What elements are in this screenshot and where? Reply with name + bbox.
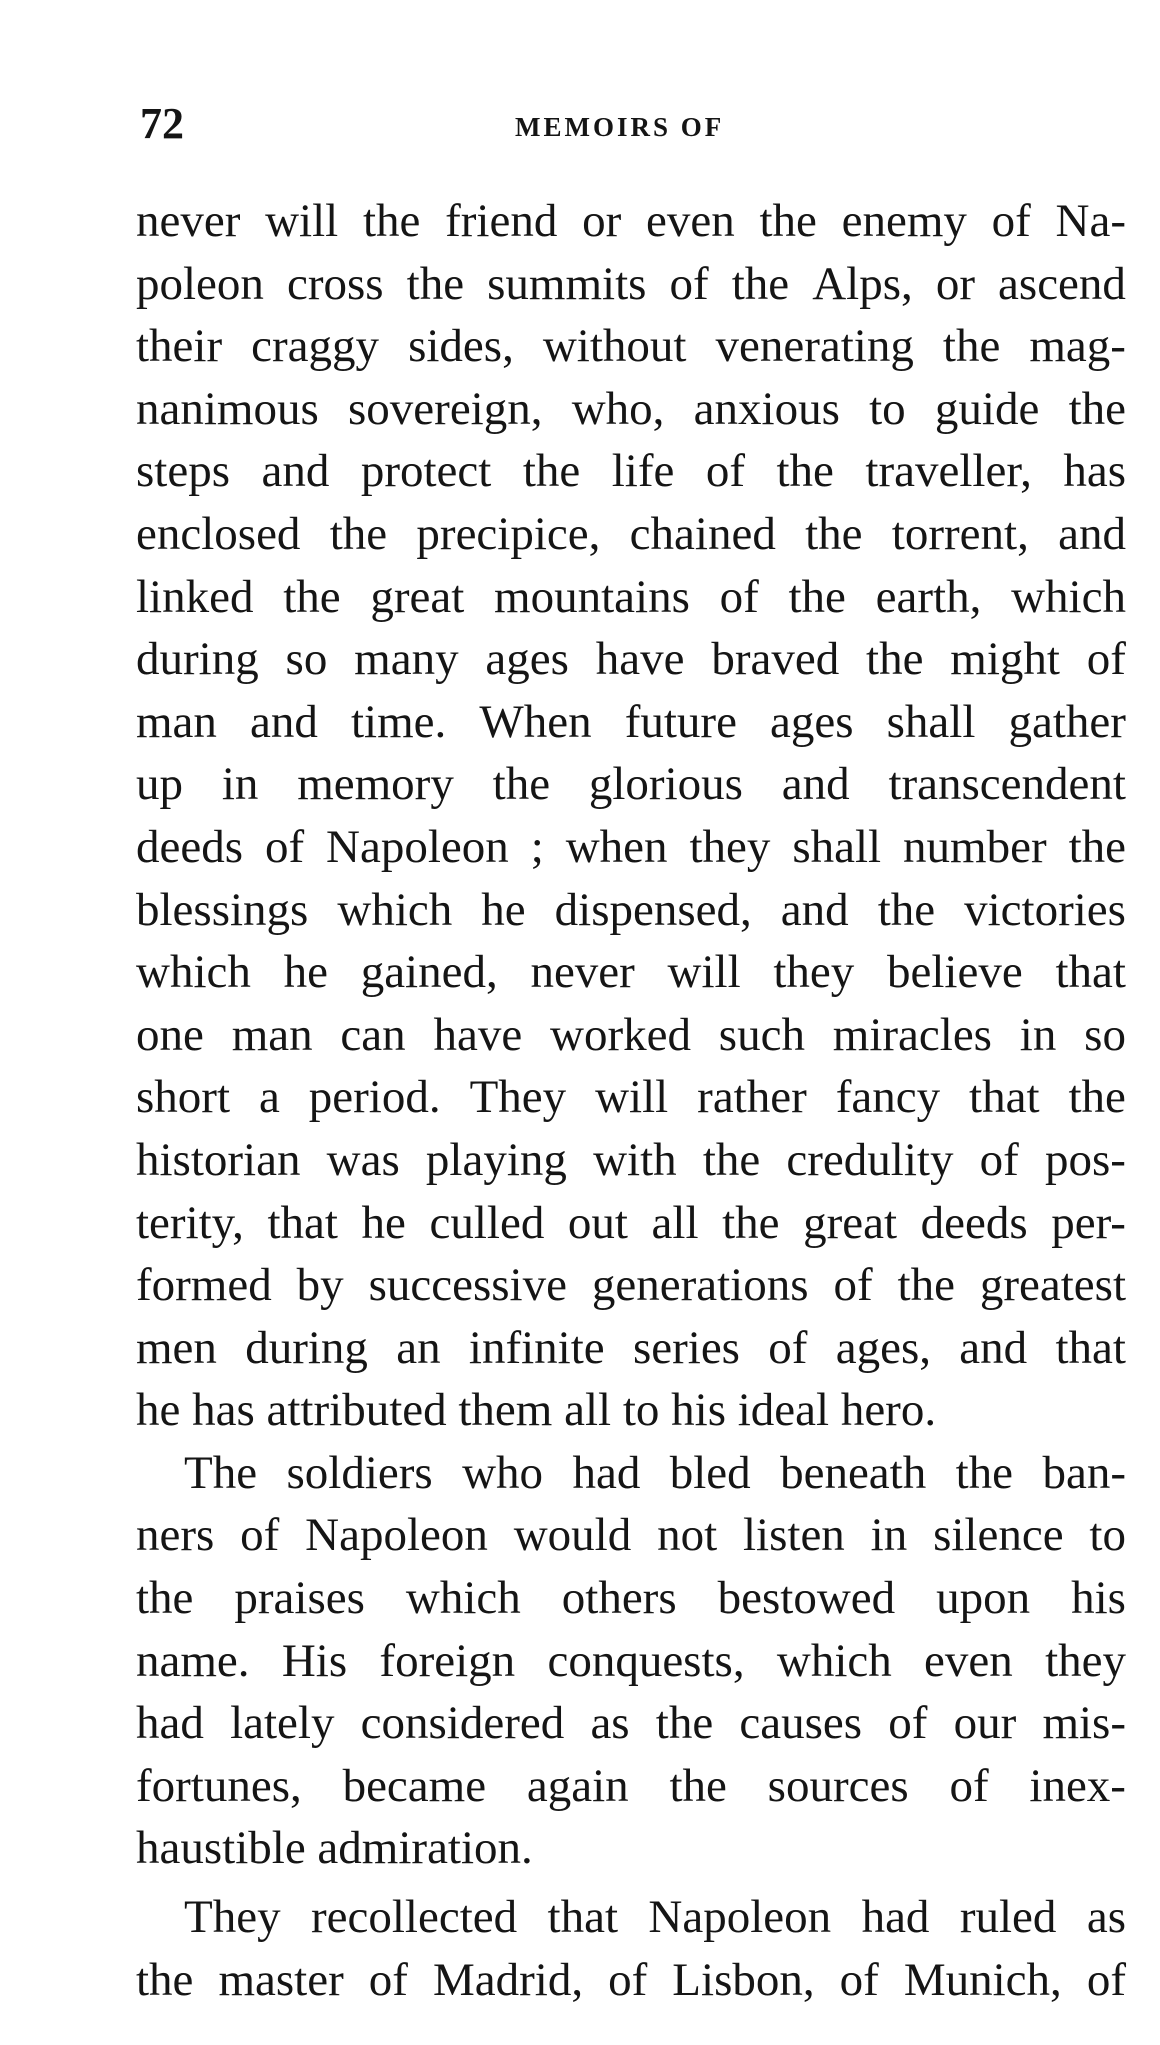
word: ages, xyxy=(835,1321,931,1374)
word: will xyxy=(667,946,741,999)
word: of xyxy=(669,257,709,310)
word: his xyxy=(1071,1572,1126,1625)
text-line xyxy=(136,1129,1126,1192)
word: had xyxy=(572,1446,641,1499)
text-line xyxy=(136,190,1126,253)
word: period. xyxy=(308,1071,441,1124)
running-head xyxy=(140,98,1100,158)
word: of xyxy=(1086,1953,1126,2006)
word: fortunes, xyxy=(136,1759,302,1812)
word: the xyxy=(362,195,421,247)
word: greatest xyxy=(979,1259,1126,1312)
text-line xyxy=(136,1567,1126,1630)
word: have xyxy=(595,633,685,686)
text-line xyxy=(136,315,1126,378)
word: of xyxy=(979,1133,1019,1186)
word: ; xyxy=(530,820,544,873)
word: during xyxy=(245,1321,368,1374)
word: The xyxy=(184,1446,258,1499)
word: others xyxy=(561,1572,677,1625)
word: the xyxy=(942,320,1001,373)
word: poleon xyxy=(136,257,264,310)
word: might xyxy=(950,633,1060,686)
word: as xyxy=(1086,1891,1126,1944)
word: who xyxy=(462,1446,544,1499)
word: the xyxy=(788,570,846,623)
word: all xyxy=(651,1196,699,1249)
word: the xyxy=(492,758,551,811)
text-line xyxy=(136,1504,1126,1567)
word: an xyxy=(396,1321,441,1374)
word: shall xyxy=(886,695,976,748)
word: name. xyxy=(136,1634,250,1687)
word: praises xyxy=(234,1572,365,1625)
text-line xyxy=(136,941,1126,1004)
word: successive xyxy=(368,1259,567,1312)
text-line xyxy=(136,691,1126,754)
word: cross xyxy=(286,257,384,310)
word: to xyxy=(869,382,906,435)
word: sources xyxy=(767,1759,909,1812)
word: the xyxy=(955,1446,1014,1499)
word: the xyxy=(759,195,817,247)
word: chained xyxy=(629,507,776,560)
text-line xyxy=(136,440,1126,503)
word: even xyxy=(645,195,735,247)
word: Alps, xyxy=(812,257,913,310)
word: he xyxy=(481,883,526,936)
word: their xyxy=(136,320,223,373)
page-number: 72 xyxy=(140,99,184,148)
word: the xyxy=(866,633,924,686)
word: have xyxy=(433,1008,523,1061)
word: gather xyxy=(1008,695,1126,748)
word: enemy xyxy=(841,195,967,247)
word: ages xyxy=(770,695,854,748)
word: bled xyxy=(669,1446,751,1499)
word: in xyxy=(870,1509,908,1562)
word: of xyxy=(949,1759,989,1812)
word: he xyxy=(283,946,328,999)
word: traveller, xyxy=(865,445,1032,498)
text-line xyxy=(136,566,1126,629)
word: of xyxy=(240,1509,280,1562)
word: considered xyxy=(360,1697,565,1750)
word: such xyxy=(718,1008,805,1061)
word: of xyxy=(1086,633,1126,686)
word: of xyxy=(705,445,746,498)
text-line xyxy=(136,1630,1126,1693)
word: and xyxy=(781,758,850,811)
word: recollected xyxy=(310,1891,518,1944)
word: deeds xyxy=(136,820,244,873)
word: steps xyxy=(136,445,230,498)
word: so xyxy=(1084,1008,1126,1061)
word: again xyxy=(526,1759,629,1812)
word: of xyxy=(833,1259,873,1312)
word: master xyxy=(218,1953,344,2006)
word: the xyxy=(702,1133,761,1186)
word: that xyxy=(547,1891,619,1944)
word: ages xyxy=(485,633,569,686)
word: time. xyxy=(350,695,447,748)
word: nanimous xyxy=(136,382,319,435)
text-line xyxy=(136,1317,1126,1380)
word: friend xyxy=(445,195,558,247)
body-text xyxy=(136,190,1126,2011)
word: fancy xyxy=(835,1071,941,1124)
text-line xyxy=(136,1442,1126,1505)
word: had xyxy=(136,1697,204,1750)
word: mis- xyxy=(1042,1697,1126,1750)
word: in xyxy=(221,758,259,811)
word: deeds xyxy=(920,1196,1028,1249)
word: mag- xyxy=(1029,320,1126,373)
word: His xyxy=(281,1634,348,1687)
word: generations xyxy=(591,1259,809,1312)
word: number xyxy=(903,820,1047,873)
word: summits xyxy=(487,257,647,310)
word: victories xyxy=(964,883,1126,936)
word: not xyxy=(657,1509,718,1562)
word: during xyxy=(136,633,259,686)
text-line: haustible admiration. xyxy=(136,1822,533,1875)
word: the xyxy=(877,883,936,936)
word: they xyxy=(689,820,771,873)
word: of xyxy=(839,1953,879,2006)
word: soldiers xyxy=(286,1446,433,1499)
word: ners xyxy=(136,1509,215,1562)
text-line xyxy=(136,1004,1126,1067)
text-line xyxy=(136,628,1126,691)
running-title: MEMOIRS OF xyxy=(515,112,725,142)
word: became xyxy=(342,1759,487,1812)
word: miracles xyxy=(832,1008,992,1061)
word: sovereign, xyxy=(348,382,543,435)
word: even xyxy=(924,1634,1013,1687)
word: of xyxy=(368,1953,408,2006)
word: future xyxy=(624,695,737,748)
word: of xyxy=(608,1953,648,2006)
word: never xyxy=(530,946,635,999)
word: never xyxy=(136,195,241,247)
word: out xyxy=(567,1196,628,1249)
word: credulity xyxy=(786,1133,954,1186)
word: gained, xyxy=(360,946,498,999)
word: venerating xyxy=(715,320,914,373)
word: the xyxy=(283,570,341,623)
word: glorious xyxy=(588,758,743,811)
word: the xyxy=(136,1572,194,1625)
word: great xyxy=(803,1196,898,1249)
word: and xyxy=(959,1321,1028,1374)
word: historian xyxy=(136,1133,301,1186)
text-line xyxy=(136,1692,1126,1755)
word: had xyxy=(861,1891,930,1944)
word: and xyxy=(261,445,330,498)
text-line xyxy=(136,1949,1126,2012)
text-line xyxy=(136,816,1126,879)
word: silence xyxy=(933,1509,1064,1562)
word: culled xyxy=(429,1196,545,1249)
word: short xyxy=(136,1071,230,1124)
word: of xyxy=(991,195,1031,247)
text-line: he has attributed them all to his ideal hero. xyxy=(136,1384,937,1437)
word: protect xyxy=(360,445,492,498)
word: rather xyxy=(697,1071,807,1124)
word: by xyxy=(296,1259,344,1312)
word: foreign xyxy=(379,1634,516,1687)
word: the xyxy=(136,1953,194,2006)
word: can xyxy=(340,1008,406,1061)
word: Na- xyxy=(1055,195,1126,247)
word: in xyxy=(1019,1008,1057,1061)
word: will xyxy=(265,195,339,247)
word: the xyxy=(329,507,388,560)
text-line xyxy=(136,1886,1126,1949)
word: they xyxy=(773,946,855,999)
word: which xyxy=(776,1634,892,1687)
word: the xyxy=(731,257,790,310)
word: of xyxy=(888,1697,928,1750)
word: the xyxy=(1068,820,1126,873)
word: ban- xyxy=(1042,1446,1126,1499)
word: when xyxy=(565,820,668,873)
word: men xyxy=(136,1321,217,1374)
word: to xyxy=(1089,1509,1126,1562)
word: or xyxy=(935,257,975,310)
word: the xyxy=(669,1759,727,1812)
word: Napoleon xyxy=(305,1509,488,1562)
word: so xyxy=(285,633,328,686)
word: per- xyxy=(1051,1196,1126,1249)
word: that xyxy=(267,1196,338,1249)
word: he xyxy=(361,1196,406,1249)
word: torrent, xyxy=(891,507,1029,560)
word: the xyxy=(1068,382,1126,435)
text-line xyxy=(136,1254,1126,1317)
word: man xyxy=(231,1008,313,1061)
word: beneath xyxy=(780,1446,927,1499)
word: that xyxy=(1055,946,1126,999)
word: life xyxy=(611,445,675,498)
word: shall xyxy=(792,820,882,873)
text-line xyxy=(136,253,1126,316)
word: When xyxy=(479,695,592,748)
word: ascend xyxy=(998,257,1126,310)
word: formed xyxy=(136,1259,272,1312)
word: dispensed, xyxy=(554,883,752,936)
word: many xyxy=(354,633,459,686)
word: enclosed xyxy=(136,507,301,560)
word: or xyxy=(582,195,622,247)
word: up xyxy=(136,758,183,811)
word: linked xyxy=(136,570,254,623)
word: inex- xyxy=(1029,1759,1126,1812)
word: the xyxy=(406,257,465,310)
word: the xyxy=(1068,1071,1126,1124)
word: of xyxy=(264,820,305,873)
word: the xyxy=(722,1196,780,1249)
word: which xyxy=(136,946,251,999)
text-line xyxy=(136,503,1126,566)
word: the xyxy=(522,445,581,498)
word: terity, xyxy=(136,1196,244,1249)
word: believe xyxy=(887,946,1023,999)
word: the xyxy=(776,445,834,498)
text-line xyxy=(136,753,1126,816)
word: causes xyxy=(739,1697,863,1750)
word: Lisbon, xyxy=(672,1953,815,2006)
word: great xyxy=(370,570,465,623)
word: and xyxy=(250,695,318,748)
word: will xyxy=(595,1071,669,1124)
word: lately xyxy=(230,1697,335,1750)
word: one xyxy=(136,1008,204,1061)
word: which xyxy=(337,883,453,936)
word: craggy xyxy=(251,320,380,373)
word: series xyxy=(632,1321,740,1374)
word: anxious xyxy=(693,382,840,435)
word: Napoleon xyxy=(648,1891,832,1944)
word: They xyxy=(184,1891,281,1944)
word: of xyxy=(719,570,759,623)
word: bestowed xyxy=(717,1572,896,1625)
word: playing xyxy=(425,1133,567,1186)
word: Napoleon xyxy=(326,820,509,873)
text-line xyxy=(136,378,1126,441)
word: and xyxy=(1058,507,1126,560)
word: blessings xyxy=(136,883,309,936)
word: a xyxy=(258,1071,280,1124)
word: our xyxy=(953,1697,1017,1750)
word: pos- xyxy=(1044,1133,1126,1186)
word: precipice, xyxy=(416,507,601,560)
text-line xyxy=(136,1066,1126,1129)
word: Madrid, xyxy=(432,1953,584,2006)
word: who, xyxy=(571,382,665,435)
text-line xyxy=(136,1755,1126,1818)
word: conquests, xyxy=(547,1634,745,1687)
word: guide xyxy=(934,382,1040,435)
word: worked xyxy=(550,1008,691,1061)
word: listen xyxy=(742,1509,845,1562)
word: Munich, xyxy=(903,1953,1062,2006)
word: of xyxy=(768,1321,808,1374)
word: without xyxy=(542,320,687,373)
word: and xyxy=(780,883,849,936)
word: man xyxy=(136,695,217,748)
word: the xyxy=(805,507,863,560)
word: that xyxy=(969,1071,1040,1124)
word: would xyxy=(513,1509,632,1562)
word: has xyxy=(1063,445,1126,498)
word: mountains xyxy=(494,570,690,623)
word: memory xyxy=(297,758,454,811)
word: infinite xyxy=(468,1321,605,1374)
word: upon xyxy=(936,1572,1031,1625)
word: sides, xyxy=(408,320,514,373)
word: transcendent xyxy=(888,758,1126,811)
word: the xyxy=(655,1697,714,1750)
word: ruled xyxy=(959,1891,1057,1944)
word: They xyxy=(469,1071,567,1124)
word: was xyxy=(326,1133,400,1186)
word: with xyxy=(593,1133,677,1186)
text-line xyxy=(136,879,1126,942)
word: as xyxy=(590,1697,630,1750)
word: that xyxy=(1055,1321,1126,1374)
text-line xyxy=(136,1192,1126,1255)
word: which xyxy=(405,1572,521,1625)
word: the xyxy=(897,1259,955,1312)
word: earth, xyxy=(875,570,982,623)
word: they xyxy=(1045,1634,1126,1687)
word: braved xyxy=(711,633,840,686)
word: which xyxy=(1011,570,1126,623)
